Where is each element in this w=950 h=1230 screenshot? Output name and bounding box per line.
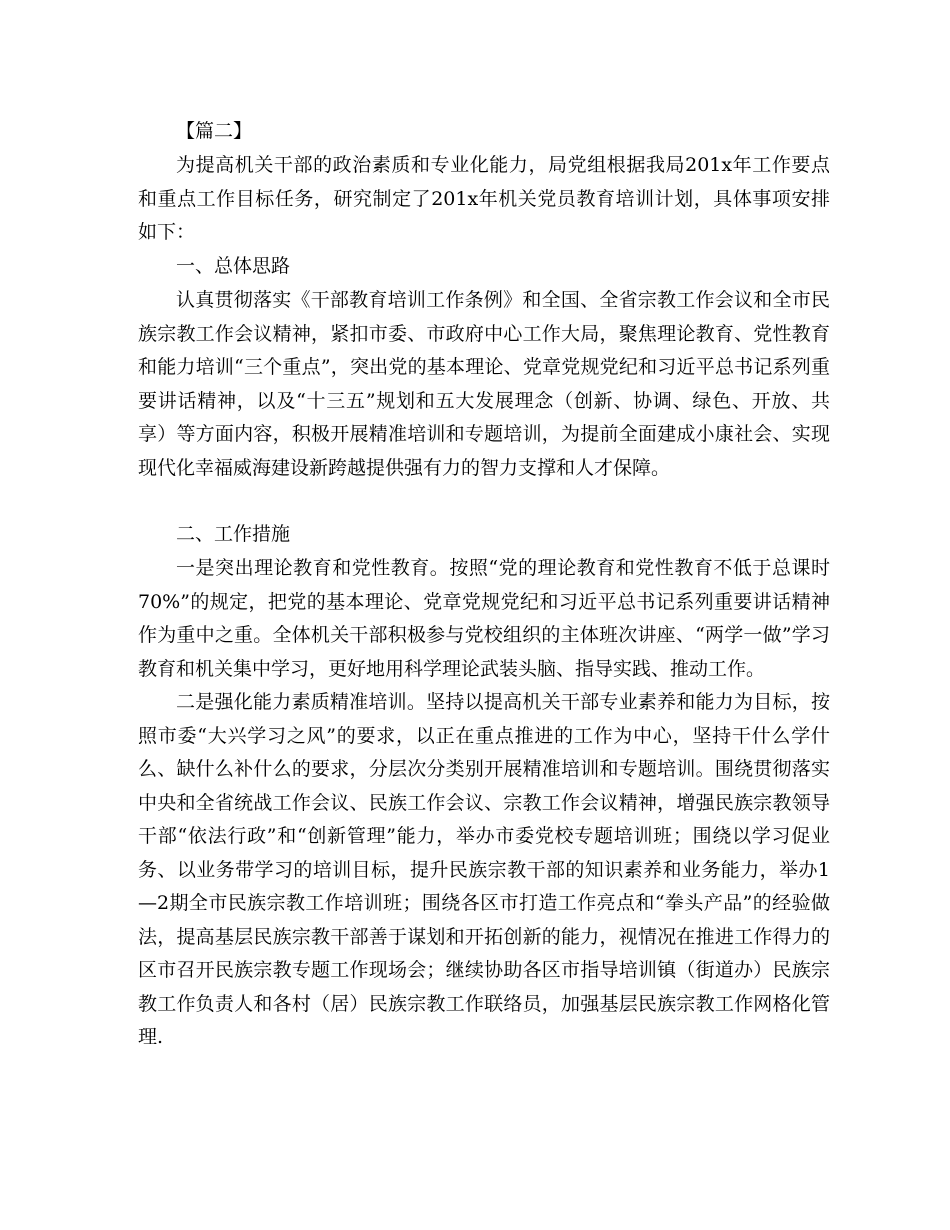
- section-marker: 【篇二】: [176, 120, 253, 142]
- measure-two-paragraph: 二是强化能力素质精准培训。坚持以提高机关干部专业素养和能力为目标，按照市委“大兴学习之风”的要求，以正在重点推进的工作为中心，坚持干什么学什么、缺什么补什么的要求，分层次分类别开展精准培训和专题培训。围绕贯彻落实中央和全省统战工作会议、民族工作会议、宗教工作会议精神，增强民族宗教领导干部“依法行政”和“创新管理”能力，举办市委党校专题培训班；围绕以学习促业务、以业务带学习的培训目标，提升民族宗教干部的知识素养和业务能力，举办1—2期全市民族宗教工作培训班；围绕各区市打造工作亮点和“拳头产品”的经验做法，提高基层民族宗教干部善于谋划和开拓创新的能力，视情况在推进工作得力的区市召开民族宗教专题工作现场会；继续协助各区市指导培训镇（街道办）民族宗教工作负责人和各村（居）民族宗教工作联络员，加强基层民族宗教工作网格化管理.: [138, 691, 830, 1048]
- heading-work-measures: 二、工作措施: [176, 523, 291, 545]
- heading-overall-approach: 一、总体思路: [176, 255, 291, 277]
- intro-paragraph: 为提高机关干部的政治素质和专业化能力，局党组根据我局201x年工作要点和重点工作目标任务，研究制定了201x年机关党员教育培训计划，具体事项安排如下：: [138, 154, 830, 243]
- overall-approach-paragraph: 认真贯彻落实《干部教育培训工作条例》和全国、全省宗教工作会议和全市民族宗教工作会议精神，紧扣市委、市政府中心工作大局，聚焦理论教育、党性教育和能力培训“三个重点”，突出党的基本理论、党章党规党纪和习近平总书记系列重要讲话精神，以及“十三五”规划和五大发展理念（创新、协调、绿色、开放、共享）等方面内容，积极开展精准培训和专题培训，为提前全面建成小康社会、实现现代化幸福威海建设新跨越提供强有力的智力支撑和人才保障。: [138, 289, 830, 479]
- measure-one-paragraph: 一是突出理论教育和党性教育。按照“党的理论教育和党性教育不低于总课时70%”的规定，把党的基本理论、党章党规党纪和习近平总书记系列重要讲话精神作为重中之重。全体机关干部积极参与党校组织的主体班次讲座、“两学一做”学习教育和机关集中学习，更好地用科学理论武装头脑、指导实践、推动工作。: [138, 557, 830, 680]
